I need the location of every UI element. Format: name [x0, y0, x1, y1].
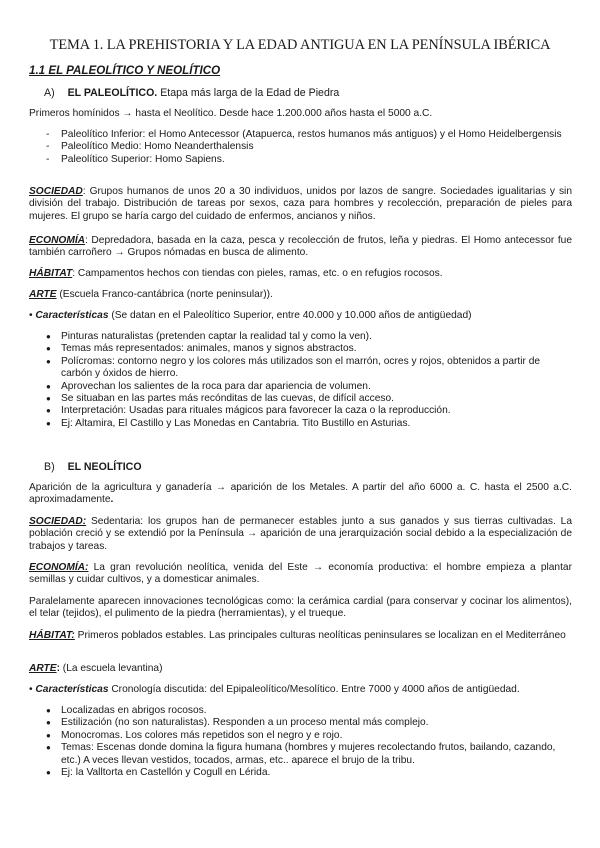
periods-list: [29, 129, 572, 166]
subsection-name: EL NEOLÍTICO: [67, 461, 142, 473]
paleolitico-economia: [29, 235, 572, 260]
habitat-label: HÁBITAT:: [29, 630, 75, 641]
subsection-letter: B): [44, 461, 55, 473]
subsection-description: Etapa más larga de la Edad de Piedra: [160, 87, 340, 99]
paleolitico-habitat: [29, 268, 572, 280]
document-title: TEMA 1. LA PREHISTORIA Y LA EDAD ANTIGUA EN LA PENÍNSULA IBÉRICA: [49, 37, 551, 53]
arte-text: (Escuela Franco-cantábrica (norte peninsular)).: [56, 289, 273, 300]
neolitico-caracteristicas: [29, 684, 572, 696]
list-item: - Paleolítico Medio: Homo Neanderthalensis: [29, 141, 572, 153]
neolitico-arte: [29, 663, 572, 675]
subsection-heading-neolitico: [44, 461, 142, 473]
habitat-label: HÁBITAT: [29, 268, 73, 279]
section-heading: 1.1 EL PALEOLÍTICO Y NEOLÍTICO: [29, 64, 221, 77]
neolitico-sociedad: [29, 516, 572, 553]
caracteristicas-text: (Se datan en el Paleolítico Superior, entre 40.000 y 10.000 años de antigüedad): [108, 310, 472, 321]
habitat-text: : Campamentos hechos con tiendas con pieles, ramas, etc. o en refugios rocosos.: [72, 268, 443, 279]
caracteristicas-label: Características: [35, 310, 109, 321]
list-item: ● Temas más representados: animales, manos y signos abstractos.: [29, 343, 572, 355]
bullet-glyph: •: [29, 310, 33, 321]
arte-text: (La escuela levantina): [59, 663, 163, 674]
paleolitico-art-list: [29, 331, 572, 430]
list-item: ● Temas: Escenas donde domina la figura humana (hombres y mujeres recolectando frutos, bailando, cazando, etc.) A veces llevan vestidos, tocados, armas, etc.. aparece el brujo de la tribu.: [29, 742, 572, 767]
list-item: ● Interpretación: Usadas para rituales mágicos para favorecer la caza o la reproducción.: [29, 405, 572, 417]
bullet-glyph: •: [29, 684, 33, 695]
economia-label: ECONOMÍA: [29, 235, 86, 246]
list-item: ● Pinturas naturalistas (pretenden captar la realidad tal y como la ven).: [29, 331, 572, 343]
neolitico-economia: [29, 562, 572, 587]
neolitico-intro-text: Aparición de la agricultura y ganadería → aparición de los Metales. A partir del año 6000 a. C. hasta el 2500 a.C. aproximadamente: [29, 482, 572, 506]
neolitico-habitat: [29, 630, 572, 642]
habitat-text: Primeros poblados estables. Las principales culturas neolíticas peninsulares se localizan en el Mediterráneo: [74, 630, 566, 641]
neolitico-art-list: [29, 705, 572, 779]
sociedad-text: : Grupos humanos de unos 20 a 30 individuos, unidos por lazos de sangre. Sociedades igualitarias y sin división del trabajo. Distribución de tareas por sexos, caza para hombres y recolección, preparación de pieles para mujeres. El grupo se haría cargo del cuidado de enfermos, ancianos y niños.: [29, 186, 572, 222]
list-item: ● Ej: la Valltorta en Castellón y Cogull en Lérida.: [29, 767, 572, 779]
list-item: ● Se situaban en las partes más recónditas de las cuevas, de difícil acceso.: [29, 393, 572, 405]
paleolitico-sociedad: [29, 186, 572, 223]
caracteristicas-text: Cronología discutida: del Epipaleolítico/Mesolítico. Entre 7000 y 4000 años de antigüedad.: [108, 684, 520, 695]
economia-label: ECONOMÍA:: [29, 562, 89, 573]
list-item: ● Ej: Altamira, El Castillo y Las Monedas en Cantabria. Tito Bustillo en Asturias.: [29, 418, 572, 430]
subsection-name: EL PALEOLÍTICO.: [67, 87, 158, 99]
neolitico-intro-period: .: [110, 494, 114, 506]
sociedad-label: SOCIEDAD:: [29, 516, 87, 527]
economia-text: La gran revolución neolítica, venida del Este → economía productiva: el hombre empieza a plantar semillas y cuidar cultivos, y a domesticar animales.: [29, 562, 572, 586]
arte-label: ARTE: [29, 663, 57, 674]
list-item: - Paleolítico Inferior: el Homo Antecessor (Atapuerca, restos humanos más antiguos) y el Homo Heidelbergensis: [29, 129, 572, 141]
list-item: ● Monocromas. Los colores más repetidos son el negro y e rojo.: [29, 730, 572, 742]
sociedad-text: Sedentaria: los grupos han de permanecer estables junto a sus ganados y sus tierras cultivadas. La población creció y se extendió por la Península → aparición de una jerarquización social debido a la especialización de trabajos y tareas.: [29, 516, 572, 552]
neolitico-intro: [29, 482, 572, 507]
list-item: ● Estilización (no son naturalistas). Responden a un proceso mental más complejo.: [29, 717, 572, 729]
list-item: ● Localizadas en abrigos rocosos.: [29, 705, 572, 717]
economia-text: : Depredadora, basada en la caza, pesca y recolección de frutos, leña y piedras. El Homo antecessor fue también carroñero → Grupos nómadas en busca de alimento.: [29, 235, 572, 259]
neolitico-innovaciones: Paralelamente aparecen innovaciones tecnológicas como: la cerámica cardial (para conservar y cocinar los alimentos), el telar (tejidos), el pulimento de la piedra (herramientas), y el trueque.: [29, 596, 572, 620]
paleolitico-intro: Primeros homínidos → hasta el Neolítico. Desde hace 1.200.000 años hasta el 5000 a.C.: [29, 108, 433, 119]
list-item: ● Polícromas: contorno negro y los colores más utilizados son el marrón, ocres y rojos, obtenidos a partir de carbón y óxidos de hierro.: [29, 356, 572, 381]
arte-label: ARTE: [29, 289, 57, 300]
list-item: - Paleolítico Superior: Homo Sapiens.: [29, 154, 572, 166]
list-item: ● Aprovechan los salientes de la roca para dar apariencia de volumen.: [29, 381, 572, 393]
arte-colon: :: [56, 663, 60, 674]
paleolitico-arte: [29, 289, 572, 301]
subsection-heading-paleolitico: [44, 87, 339, 99]
caracteristicas-label: Características: [35, 684, 109, 695]
subsection-letter: A): [44, 87, 55, 99]
sociedad-label: SOCIEDAD: [29, 186, 83, 197]
paleolitico-caracteristicas: [29, 310, 572, 322]
